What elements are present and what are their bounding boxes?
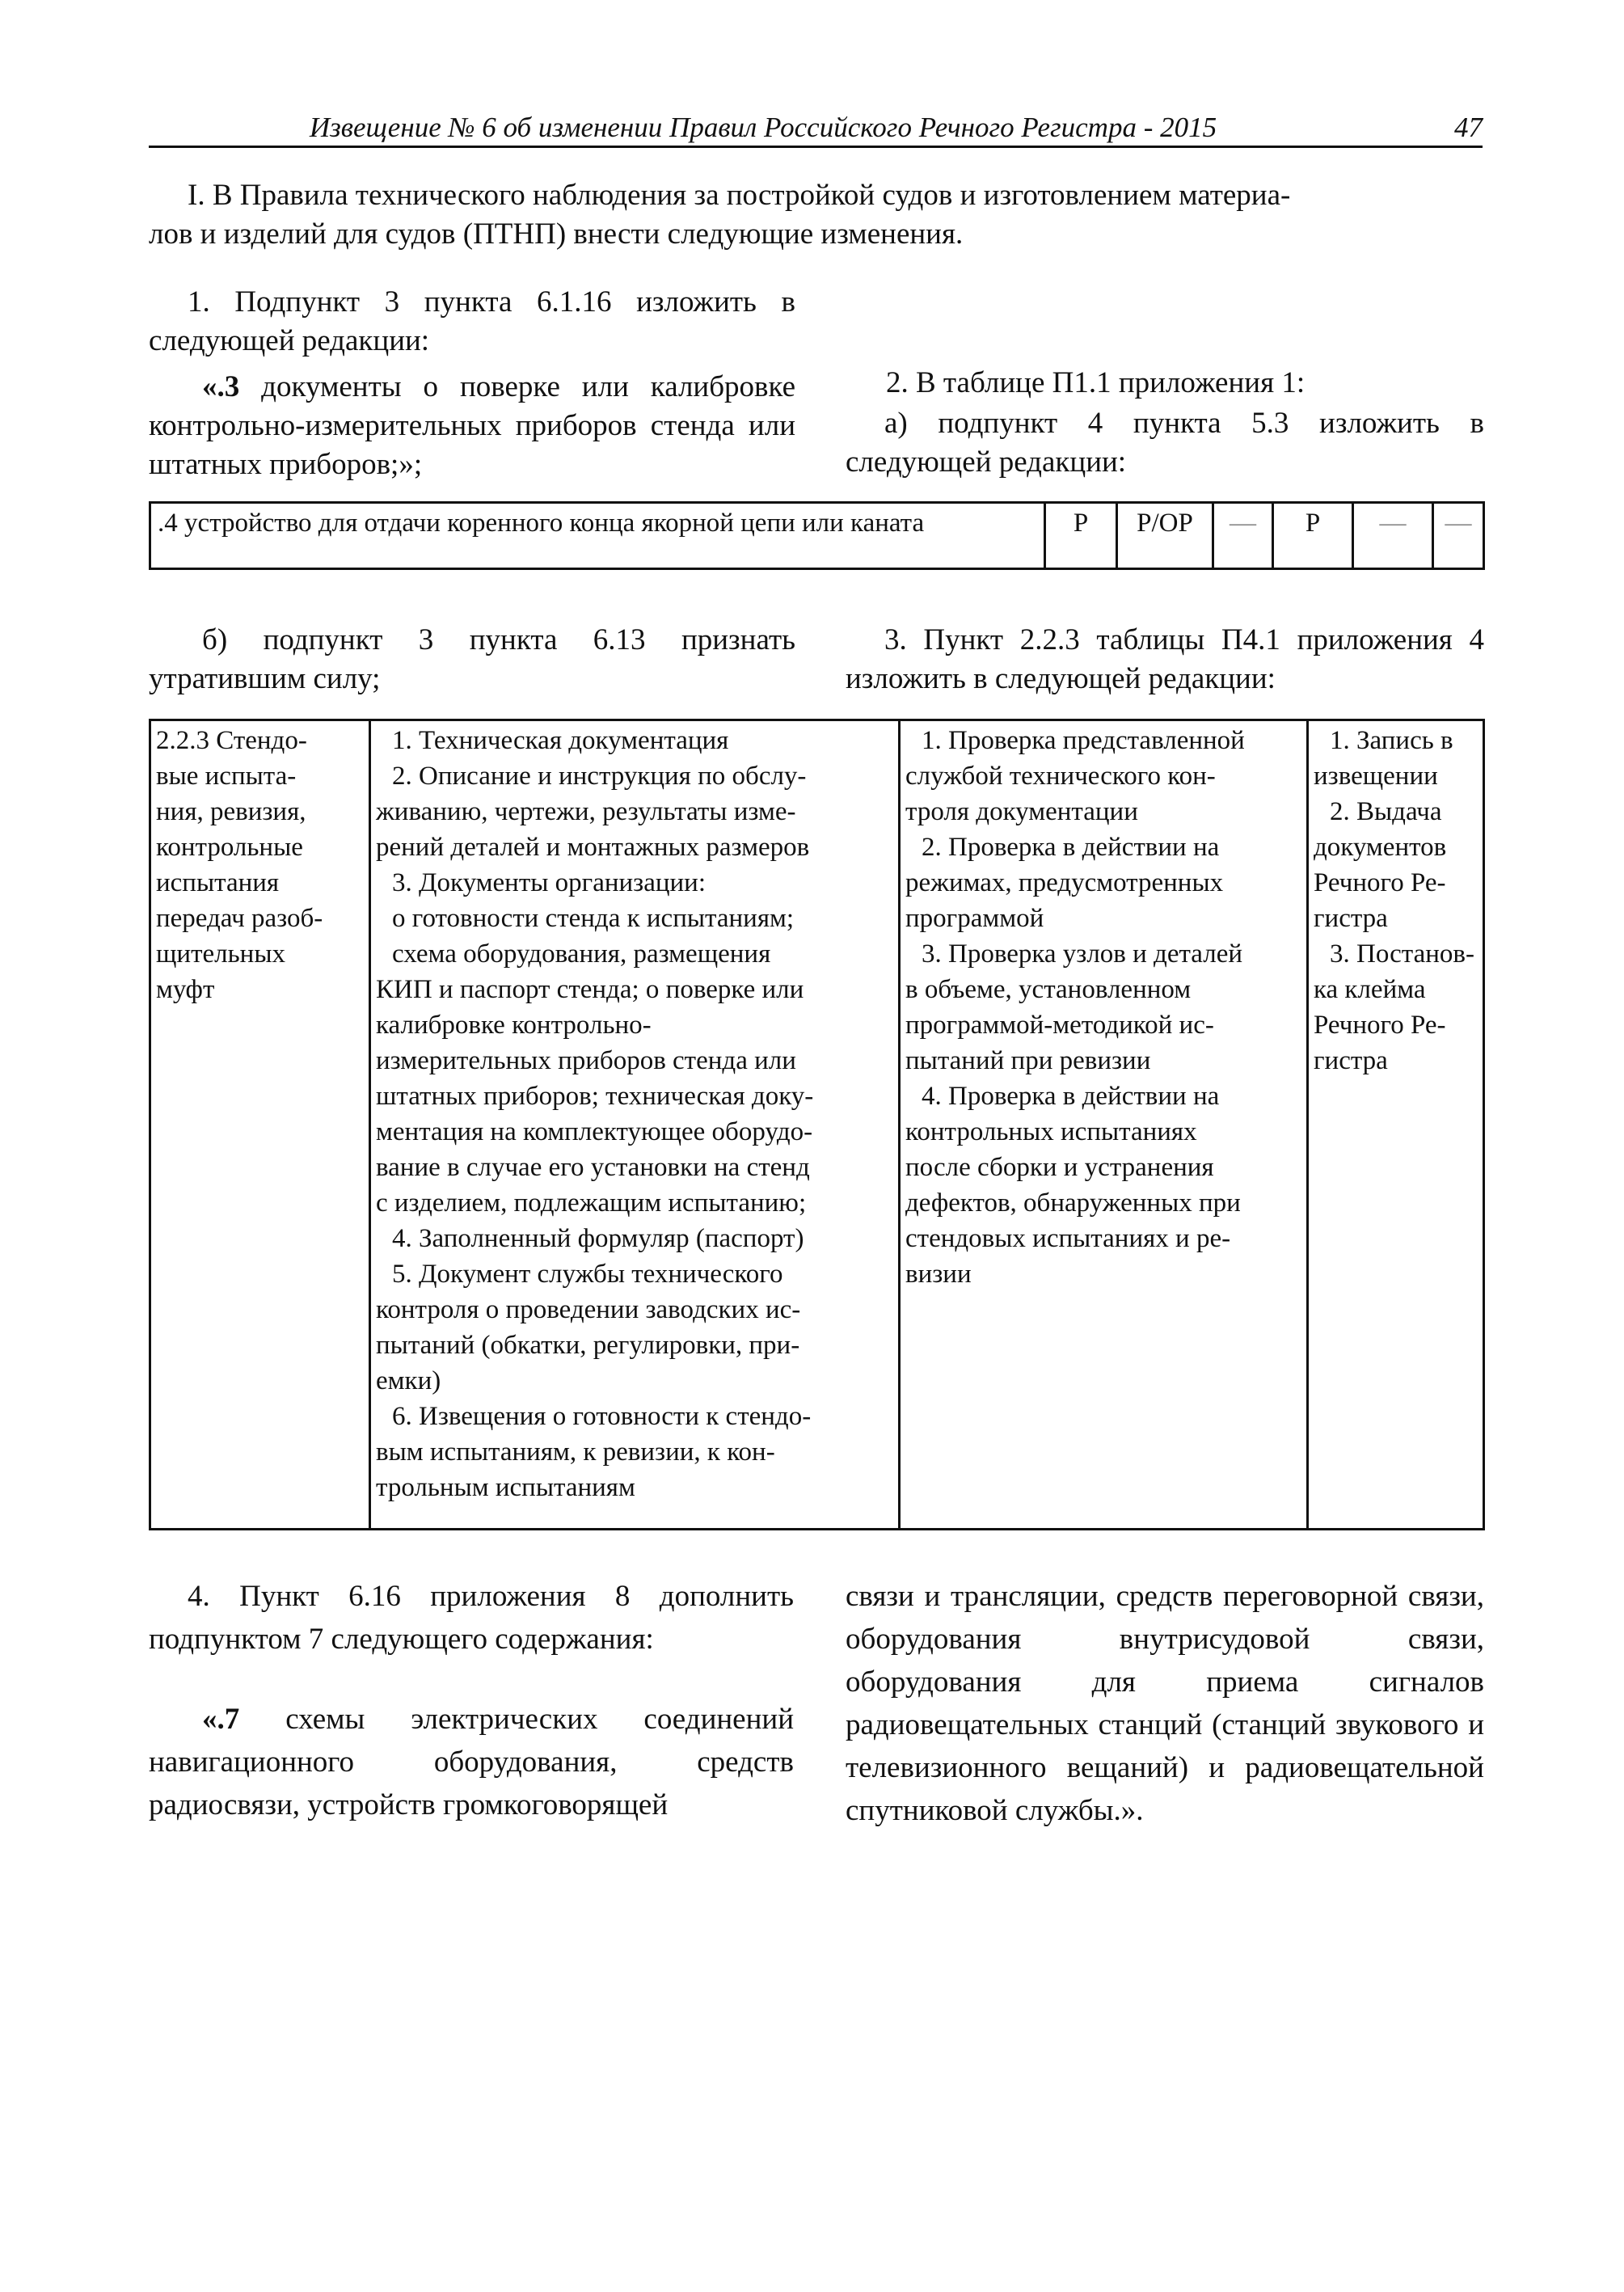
table-cell-stage [150,720,370,1530]
table-cell-line: о готовности стенда к испытаниям; [392,904,795,933]
table-cell-line: ментация на комплектующее оборудо- [376,1117,813,1146]
table-cell-line: пытаний (обкатки, регулировки, при- [376,1331,800,1360]
item-1-quote-number: «.3 [202,370,240,403]
table-cell-line: вым испытаниям, к ревизии, к кон- [376,1437,775,1467]
table-cell-line: программой-методикой ис- [905,1011,1214,1040]
header-title: Извещение № 6 об изменении Правил Российского Речного Регистра - 2015 [309,112,1217,143]
table-cell-line: измерительных приборов стенда или [376,1046,796,1075]
table-cell-line: 2. Проверка в действии на [922,833,1220,862]
table-cell-line: Речного Ре- [1314,1011,1446,1040]
table-cell: Р [1273,503,1353,569]
intro-line: I. В Правила технического наблюдения за постройкой судов и изготовлением материа- [188,179,1291,212]
table-cell-line: с изделием, подлежащим испытанию; [376,1188,807,1218]
table-cell-line: контроля о проведении заводских ис- [376,1295,801,1324]
table-cell-line: контрольные [156,833,303,862]
item-4-quote-text: схемы электрических соединений навигационного оборудования, средств радиосвязи, устройств громкоговорящей [149,1703,794,1821]
table-cell-results [1308,720,1484,1530]
table-cell-line: в объеме, установленном [905,975,1192,1004]
table-cell-line: емки) [376,1366,441,1395]
table-cell-line: 1. Проверка представленной [922,726,1245,755]
table-cell-line: 5. Документ службы технического [392,1260,783,1289]
item-4-quote-number: «.7 [202,1703,240,1736]
table-cell-line: живанию, чертежи, результаты изме- [376,797,796,826]
table-cell-documents [370,720,900,1530]
table-cell-line: калибровке контрольно- [376,1011,652,1040]
table-p1-1-row [149,501,1485,570]
table-cell-line: рений деталей и монтажных размеров [376,833,810,862]
table-cell-line: КИП и паспорт стенда; о поверке или [376,975,804,1004]
table-cell-line: 6. Извещения о готовности к стендо- [392,1402,812,1431]
table-cell-line: схема оборудования, размещения [392,939,771,969]
table-cell-line: 3. Проверка узлов и деталей [922,939,1243,969]
table-cell-line: контрольных испытаниях [905,1117,1197,1146]
table-cell-line: службой технического кон- [905,762,1216,791]
table-cell: — [1353,503,1433,569]
table-cell-line: 4. Заполненный формуляр (паспорт) [392,1224,804,1253]
table-cell: — [1213,503,1273,569]
table-cell-line: 1. Запись в [1330,726,1453,755]
table-cell-line: трольным испытаниям [376,1473,635,1502]
table-cell-line: документов [1314,833,1447,862]
intro-paragraph [149,176,1483,254]
table-cell: — [1433,503,1484,569]
table-cell-line: 3. Постанов- [1330,939,1475,969]
table-cell-line: муфт [156,975,215,1004]
table-cell-line: режимах, предусмотренных [905,868,1224,897]
item-4: 4. Пункт 6.16 приложения 8 дополнить подпунктом 7 следующего содержания: [149,1580,794,1656]
item-2: 2. В таблице П1.1 приложения 1: [886,366,1306,399]
table-cell-line: 2.2.3 Стендо- [156,726,307,755]
table-cell: Р/ОР [1117,503,1213,569]
item-4-quote-continued: связи и трансляции, средств переговорной связи, оборудования внутрисудовой связи, оборудования для приема сигналов радиовещательных станций (станций звукового и телевизионного вещаний) и радиовещательной спутниковой службы.». [846,1580,1484,1827]
item-2a: а) подпункт 4 пункта 5.3 изложить в следующей редакции: [846,407,1484,479]
table-cell-line: стендовых испытаниях и ре- [905,1224,1231,1253]
table-cell-line: Речного Ре- [1314,868,1446,897]
item-4-quote [149,1698,794,1826]
table-cell-line: троля документации [905,797,1138,826]
page-number: 47 [1454,112,1483,143]
table-cell-line: визии [905,1260,972,1289]
table-cell-line: испытания [156,868,280,897]
table-cell-line: гистра [1314,904,1388,933]
table-cell-line: вание в случае его установки на стенд [376,1153,810,1182]
table-cell-line: штатных приборов; техническая доку- [376,1082,814,1111]
table-cell-checks [900,720,1308,1530]
table-cell: .4 устройство для отдачи коренного конца якорной цепи или каната [150,503,1045,569]
table-cell-line: вые испыта- [156,762,297,791]
table-cell-line: программой [905,904,1044,933]
table-cell-line: 2. Описание и инструкция по обслу- [392,762,807,791]
table-cell-line: извещении [1314,762,1438,791]
table-cell-line: ка клейма [1314,975,1426,1004]
table-p4-1-row [149,719,1485,1530]
item-2b: б) подпункт 3 пункта 6.13 признать утратившим силу; [149,623,795,695]
running-header [149,107,1483,148]
item-3: 3. Пункт 2.2.3 таблицы П4.1 приложения 4 изложить в следующей редакции: [846,623,1484,695]
table-cell-line: 2. Выдача [1330,797,1442,826]
table-cell-line: дефектов, обнаруженных при [905,1188,1241,1218]
item-1: 1. Подпункт 3 пункта 6.1.16 изложить в следующей редакции: [149,285,795,357]
intro-line: лов и изделий для судов (ПТНП) внести следующие изменения. [149,217,964,251]
table-cell-line: щительных [156,939,285,969]
table-cell-line: 1. Техническая документация [392,726,729,755]
table-cell-line: 3. Документы организации: [392,868,707,897]
table-cell-line: передач разоб- [156,904,323,933]
item-1-quote [149,368,795,484]
table-cell-line: ния, ревизия, [156,797,306,826]
table-cell: Р [1045,503,1117,569]
table-cell-line: 4. Проверка в действии на [922,1082,1220,1111]
item-1-quote-text: документы о поверке или калибровке контрольно-измерительных приборов стенда или штатных приборов;»; [149,370,795,481]
table-cell-line: пытаний при ревизии [905,1046,1151,1075]
table-cell-line: гистра [1314,1046,1388,1075]
table-row [150,720,1484,1530]
table-cell-line: после сборки и устранения [905,1153,1214,1182]
table-row [150,503,1484,569]
